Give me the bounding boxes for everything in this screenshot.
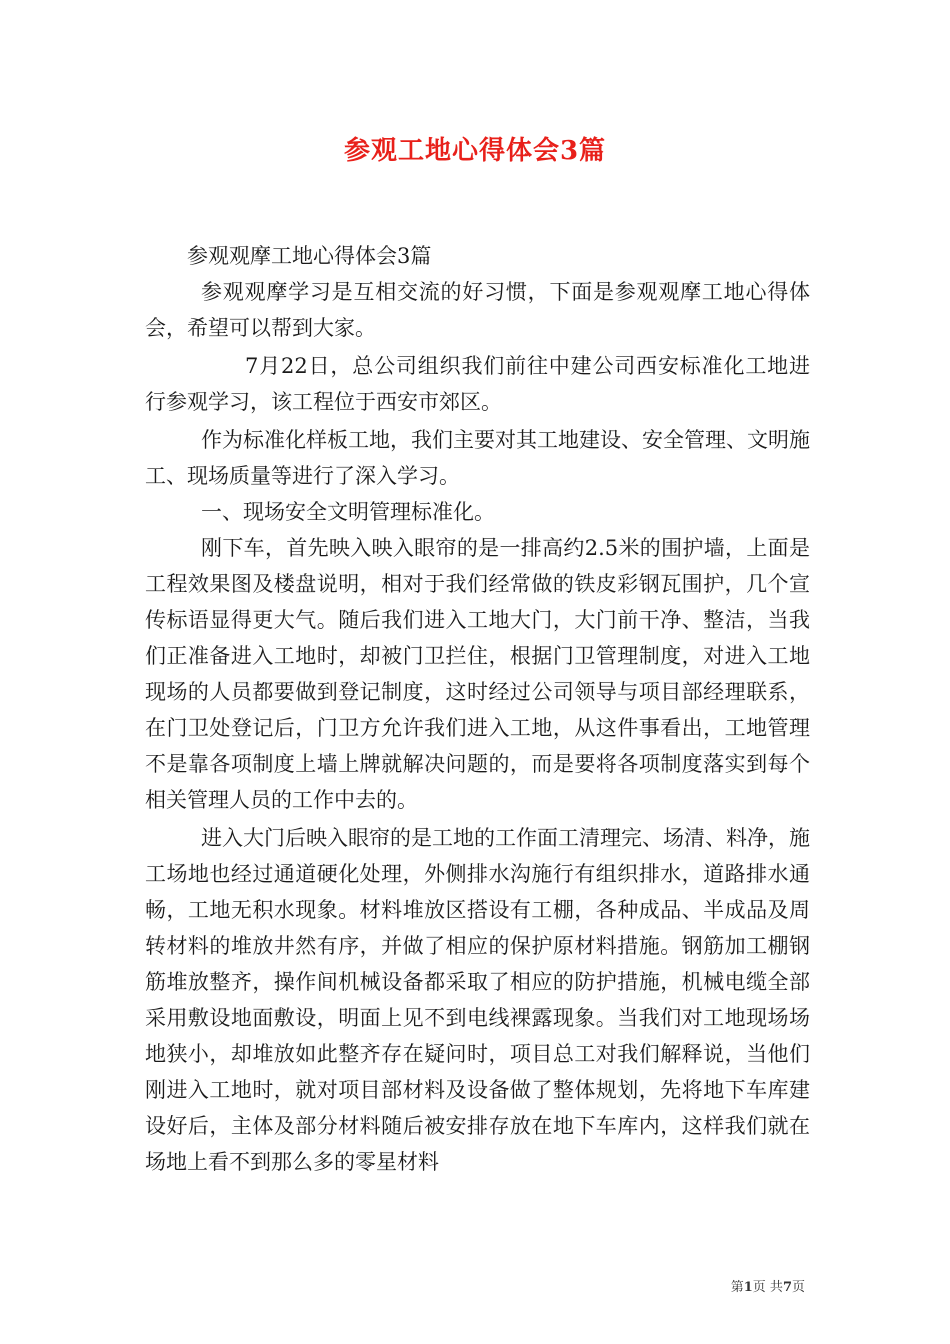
paragraph-intro: 参观观摩学习是互相交流的好习惯，下面是参观观摩工地心得体会，希望可以帮到大家。 [145,280,810,340]
footer-middle: 页 共 [752,1280,783,1295]
document-subtitle: 参观观摩工地心得体会3篇 [187,244,432,268]
paragraph-site: 进入大门后映入眼帘的是工地的工作面工清理完、场清、料净，施工场地也经过通道硬化处理，外侧排水沟施行有组织排水，道路排水通畅，工地无积水现象。材料堆放区搭设有工棚，各种成品、半成品及周转材料的堆放井然有序，并做了相应的保护原材料措施。钢筋加工棚钢筋堆放整齐，操作间机械设备都采取了相应的防护措施，机械电缆全部采用敷设地面敷设，明面上见不到电线裸露现象。当我们对工地现场场地狭小，却堆放如此整齐存在疑问时，项目总工对我们解释说，当他们刚进入工地时，就对项目部材料及设备做了整体规划，先将地下车库建设好后，主体及部分材料随后被安排存放在地下车库内，这样我们就在场地上看不到那么多的零星材料 [145,826,810,1174]
section-heading: 一、现场安全文明管理标准化。 [201,500,495,524]
footer-total-pages: 7 [782,1280,792,1295]
paragraph-date: 7月22日，总公司组织我们前往中建公司西安标准化工地进行参观学习，该工程位于西安市郊区。 [145,354,810,414]
page-footer [731,1276,805,1295]
paragraph-arrival: 刚下车，首先映入映入眼帘的是一排高约2.5米的围护墙，上面是工程效果图及楼盘说明，相对于我们经常做的铁皮彩钢瓦围护，几个宣传标语显得更大气。随后我们进入工地大门，大门前干净、整洁，当我们正准备进入工地时，却被门卫拦住，根据门卫管理制度，对进入工地现场的人员都要做到登记制度，这时经过公司领导与项目部经理联系，在门卫处登记后，门卫方允许我们进入工地，从这件事看出，工地管理不是靠各项制度上墙上牌就解决问题的，而是要将各项制度落实到每个相关管理人员的工作中去的。 [145,536,810,812]
document-body [145,238,810,1180]
footer-suffix: 页 [791,1280,805,1295]
page-title: 参观工地心得体会3篇 [343,136,607,166]
footer-page-number: 1 [743,1280,753,1295]
footer-prefix: 第 [730,1280,744,1295]
paragraph-focus: 作为标准化样板工地，我们主要对其工地建设、安全管理、文明施工、现场质量等进行了深入学习。 [145,428,810,488]
